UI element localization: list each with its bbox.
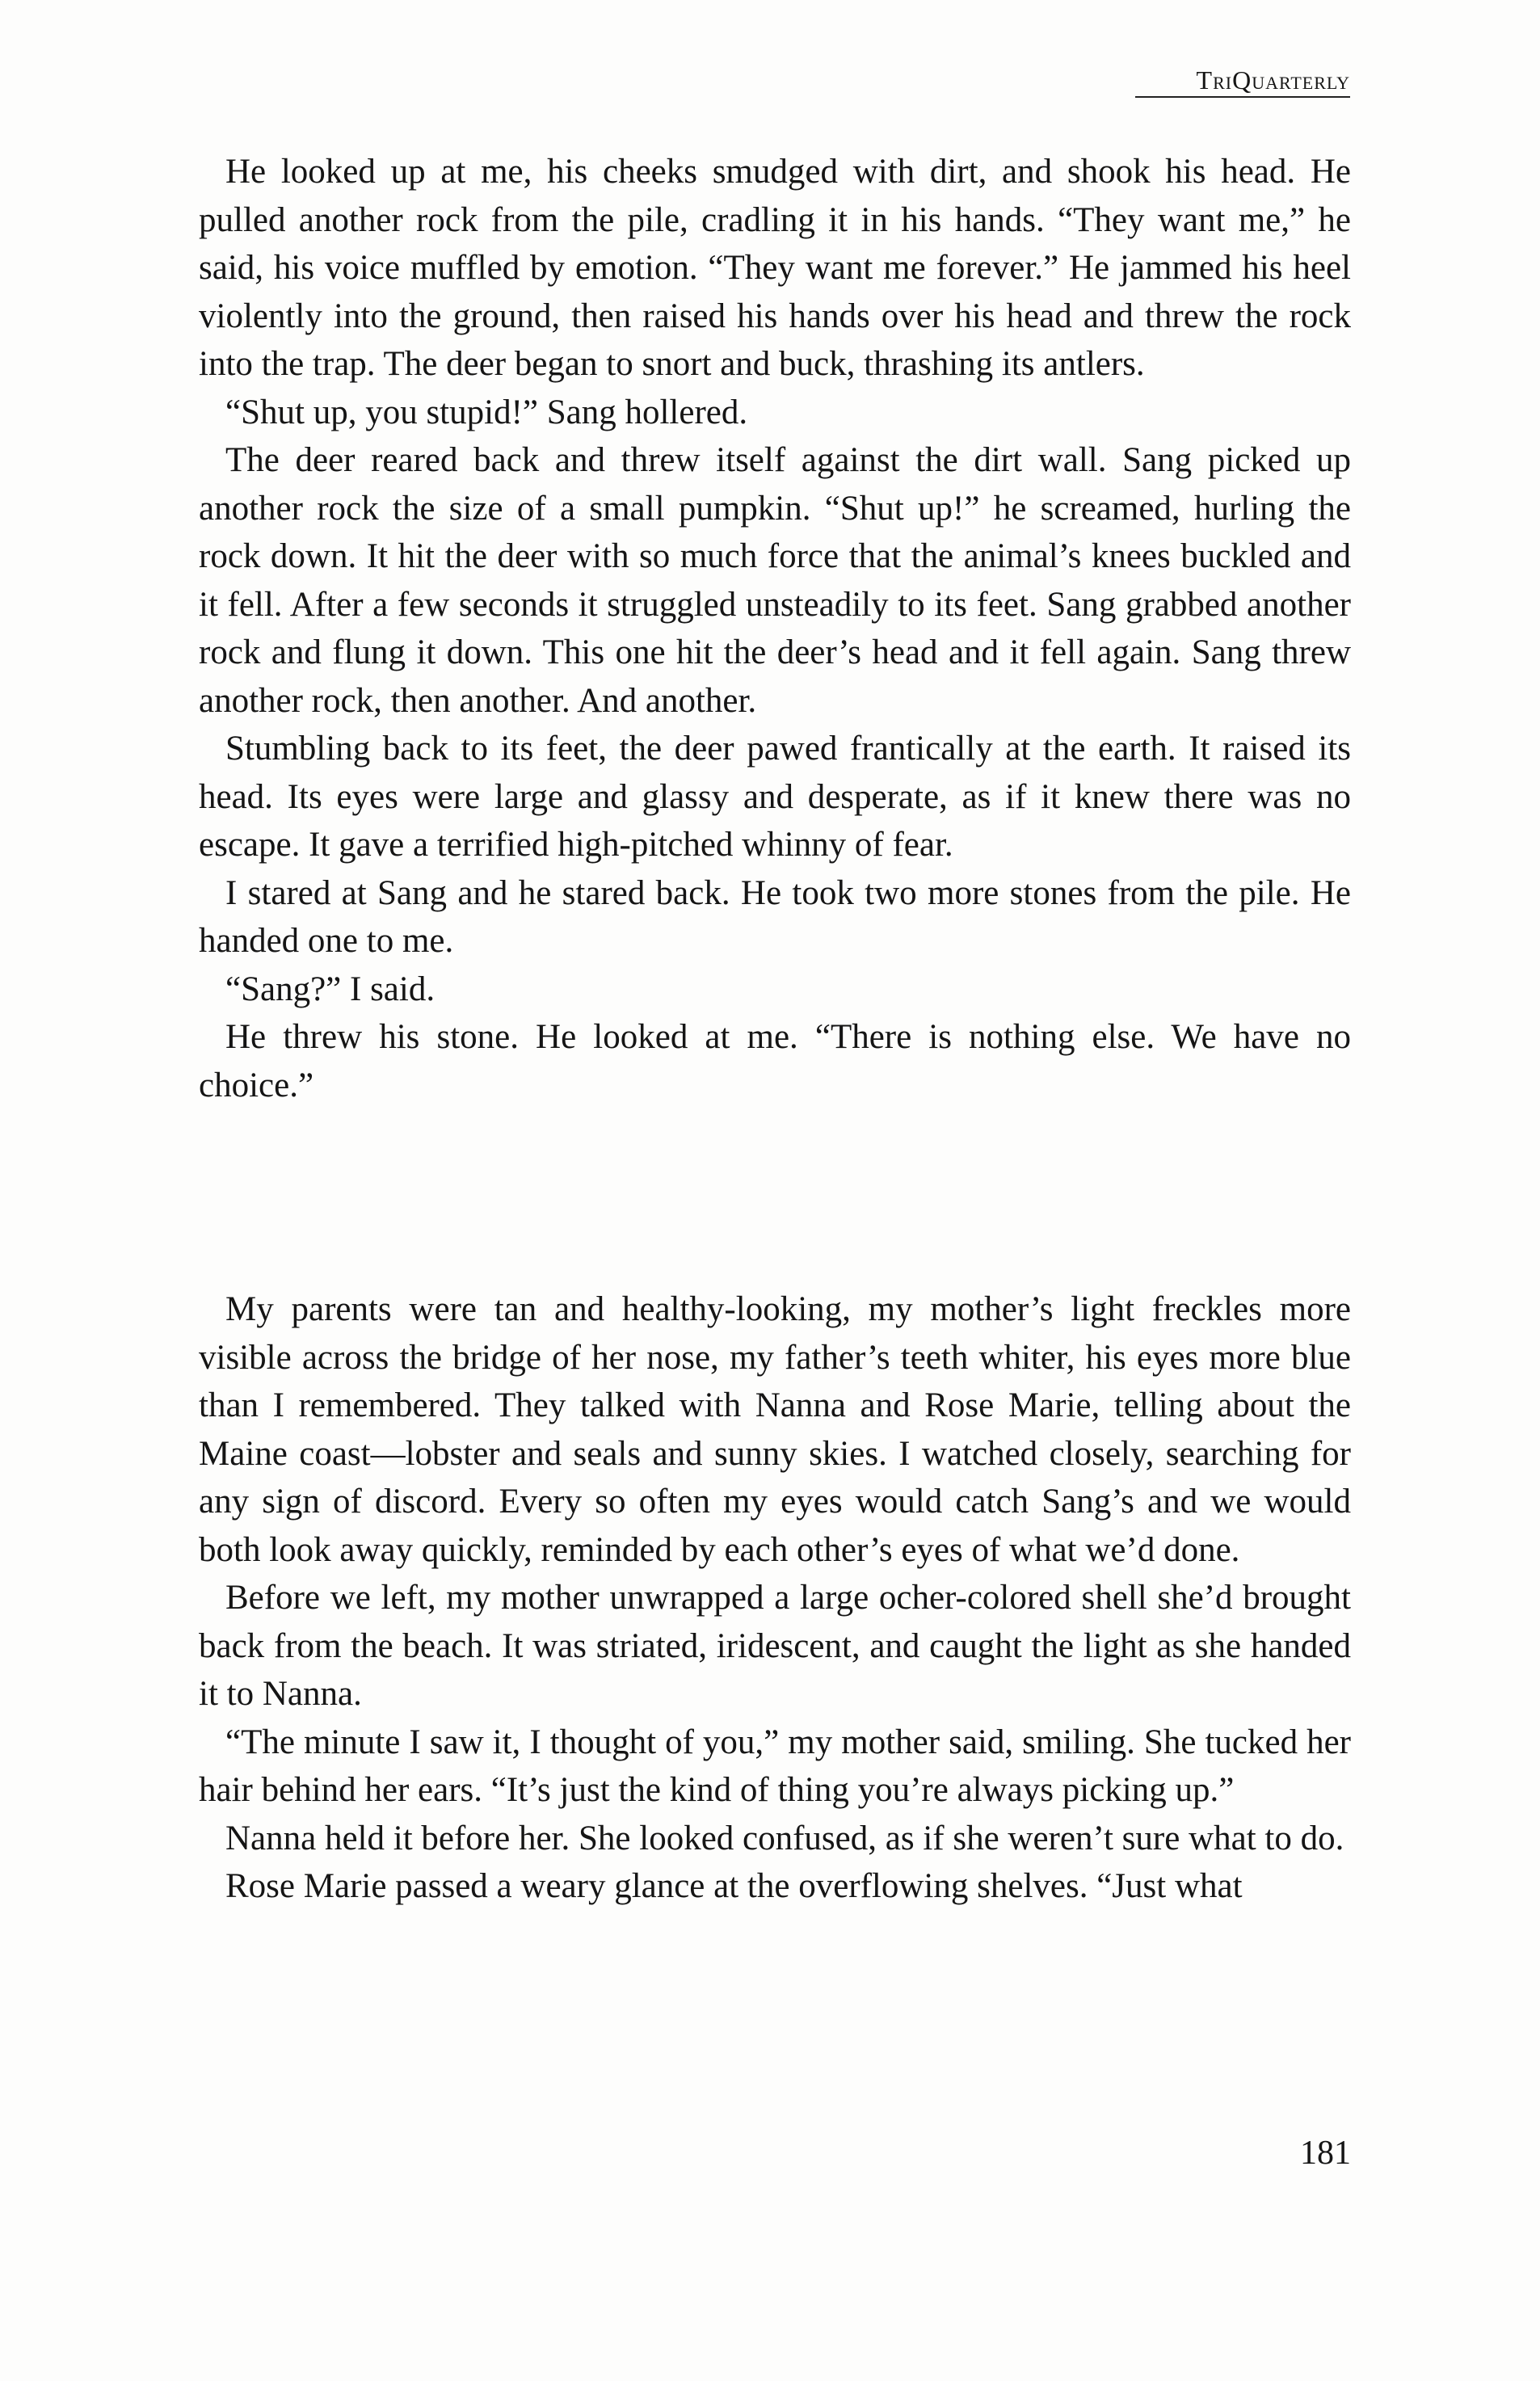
paragraph: My parents were tan and healthy-looking, my mother’s light freckles more visible across the bridge of her nose, my father’s teeth whiter, his eyes more blue than I remembered. They talked with Nanna and Rose Marie, telling about the Maine coast—lobster and seals and sunny skies. I watched closely, searching for any sign of discord. Every so often my eyes would catch Sang’s and we would both look away quickly, reminded by each other’s eyes of what we’d done. <box>199 1290 1351 1569</box>
page-number: 181 <box>1300 2135 1351 2172</box>
running-head: TriQuarterly <box>1135 67 1350 98</box>
paragraph: “The minute I saw it, I thought of you,” my mother said, smiling. She tucked her hair behind her ears. “It’s just the kind of thing you’re always picking up.” <box>199 1723 1351 1809</box>
paragraph: Before we left, my mother unwrapped a large ocher-colored shell she’d brought back from the beach. It was striated, iridescent, and caught the light as she handed it to Nanna. <box>199 1579 1351 1713</box>
paragraph: The deer reared back and threw itself against the dirt wall. Sang picked up another rock the size of a small pumpkin. “Shut up!” he screamed, hurling the rock down. It hit the deer with so much force that the animal’s knees buckled and it fell. After a few seconds it struggled unsteadily to its feet. Sang grabbed another rock and flung it down. This one hit the deer’s head and it fell again. Sang threw another rock, then another. And another. <box>199 441 1351 720</box>
paragraph: Stumbling back to its feet, the deer pawed frantically at the earth. It raised its head. Its eyes were large and glassy and desperate, as if it knew there was no escape. It gave a terrified high-pitched whinny of fear. <box>199 730 1351 864</box>
paragraph: I stared at Sang and he stared back. He took two more stones from the pile. He handed one to me. <box>199 873 1351 960</box>
paragraph: “Sang?” I said. <box>225 970 435 1008</box>
paragraph: “Shut up, you stupid!” Sang hollered. <box>225 393 748 431</box>
paragraph: Rose Marie passed a weary glance at the overflowing shelves. “Just what <box>225 1867 1243 1905</box>
paragraph: Nanna held it before her. She looked confused, as if she weren’t sure what to do. <box>225 1819 1344 1857</box>
text-section-two <box>199 1285 1351 1911</box>
paragraph: He looked up at me, his cheeks smudged with dirt, and shook his head. He pulled another rock from the pile, cradling it in his hands. “They want me,” he said, his voice muffled by emotion. “They want me forever.” He jammed his heel violently into the ground, then raised his hands over his head and threw the rock into the trap. The deer began to snort and buck, thrashing its antlers. <box>199 153 1351 383</box>
paragraph: He threw his stone. He looked at me. “There is nothing else. We have no choice.” <box>199 1018 1351 1104</box>
text-section-one <box>199 148 1351 1109</box>
